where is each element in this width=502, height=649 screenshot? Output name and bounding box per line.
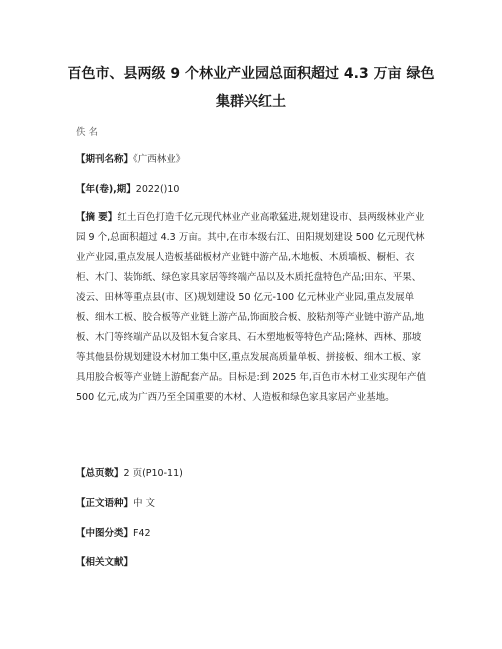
classification-value: F42 [133, 528, 151, 539]
document-title: 百色市、县两级 9 个林业产业园总面积超过 4.3 万亩 绿色集群兴红土 [67, 66, 435, 110]
classification-label: 【中图分类】 [76, 528, 134, 539]
pages-field [76, 464, 428, 484]
journal-field [76, 150, 428, 170]
pages-value: 2 页(P10-11) [123, 468, 183, 479]
journal-label: 【期刊名称】 [76, 154, 134, 165]
classification-field [76, 524, 428, 544]
year-label: 【年(卷),期】 [76, 184, 136, 195]
abstract-value: 红土百色打造千亿元现代林业产业高歌猛进,规划建设市、县两级林业产业园 9 个,总面积超过 4.3 万亩。其中,在市本级右江、田阳规划建设 500 亿元现代林业产业园,重点发展人造板基础板材产业链中游产品,木地板、木质墙板、橱柜、衣柜、木门、装饰纸、绿色家具家居等终端产品以及木质托盘特色产品;田东、平果、凌云、田林等重点县(市、区)规划建设 50 亿元-100 亿元林业产业园,重点发展单板、细木工板、胶合板等产业链上游产品,饰面胶合板、胶粘剂等产业链中游产品,地板、木门等终端产品以及铝木复合家具、石木塑地板等特色产品;隆林、西林、那坡等其他县份规划建设木材加工集中区,重点发展高质量单板、拼接板、细木工板、家具用胶合板等产业链上游配套产品。目标是:到 2025 年,百色市木材工业实现年产值 500 亿元,成为广西乃至全国重要的木材、人造板和绿色家具家居产业基地。 [76, 212, 426, 403]
language-value: 中 文 [133, 498, 156, 509]
language-field [76, 494, 428, 514]
abstract-label: 【摘 要】 [76, 212, 118, 223]
related-label: 【相关文献】 [76, 557, 134, 568]
year-value: 2022()10 [135, 184, 180, 195]
journal-value: 《广西林业》 [133, 154, 186, 165]
pages-label: 【总页数】 [76, 468, 124, 479]
language-label: 【正文语种】 [76, 498, 134, 509]
author: 佚 名 [76, 127, 99, 138]
year-field [76, 180, 428, 200]
abstract-field [76, 208, 428, 408]
related-field [76, 553, 428, 573]
